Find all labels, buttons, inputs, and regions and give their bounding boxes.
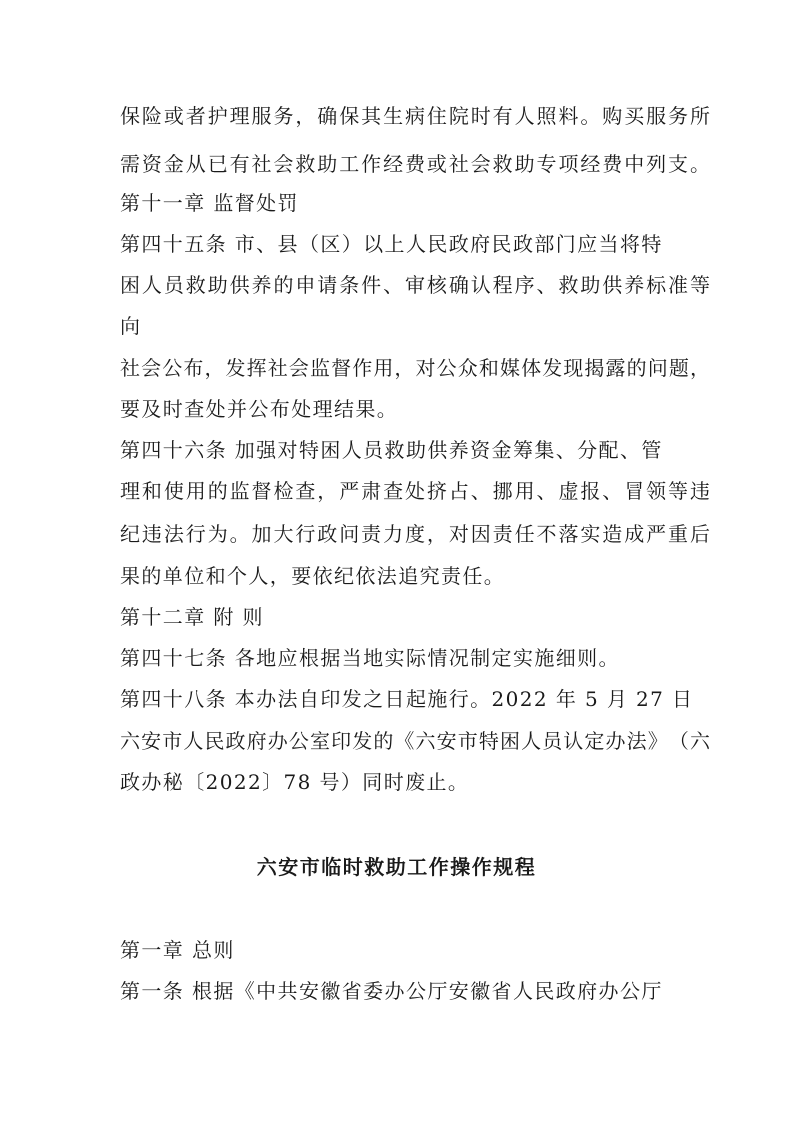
- paragraph-line: 政办秘〔2022〕78 号）同时废止。: [120, 770, 470, 794]
- chapter-heading: 第十二章 附 则: [120, 605, 264, 629]
- paragraph-line: 理 和 使 用 的 监 督 检 查 ， 严 肃 查 处 挤 占 、 挪 用 、 虚 报 、 冒 领 等 违: [120, 479, 710, 503]
- paragraph-line: 需 资 金 从 已 有 社 会 救 助 工 作 经 费 或 社 会 救 助 专 项 经 费 中 列 支 。: [120, 152, 710, 176]
- paragraph-line: 六 安 市 人 民 政 府 办 公 室 印 发 的 《 六 安 市 特 困 人 员 认 定 办 法 》 （ 六: [120, 729, 710, 753]
- chapter-heading: 第一章 总则: [120, 938, 235, 962]
- paragraph-line: 困 人 员 救 助 供 养 的 申 请 条 件 、 审 核 确 认 程 序 、 救 助 供 养 标 准 等: [120, 273, 710, 297]
- article-heading-line: 第四十五条 市、县（区）以上人民政府民政部门应当将特: [120, 232, 663, 256]
- article-heading-line: 第四十六条 加强对特困人员救助供养资金筹集、分配、管: [120, 438, 663, 462]
- article-line: 第一条 根据《中共安徽省委办公厅安徽省人民政府办公厅: [120, 979, 663, 1003]
- paragraph-line: 向: [120, 314, 142, 338]
- paragraph-line: 果的单位和个人，要依纪依法追究责任。: [120, 564, 506, 588]
- chapter-heading: 第十一章 监督处罚: [120, 191, 299, 215]
- paragraph-line: 社 会 公 布 ， 发 挥 社 会 监 督 作 用 ， 对 公 众 和 媒 体 发 现 揭 露 的 问 题 ，: [120, 356, 710, 380]
- paragraph-line: 保 险 或 者 护 理 服 务 ， 确 保 其 生 病 住 院 时 有 人 照 料 。 购 买 服 务 所: [120, 104, 710, 128]
- article-line: 第四十七条 各地应根据当地实际情况制定实施细则。: [120, 646, 620, 670]
- paragraph-line: 要及时查处并公布处理结果。: [120, 397, 399, 421]
- article-line: 第四十八条 本办法自印发之日起施行。2022 年 5 月 27 日: [120, 687, 694, 711]
- section-title: 六安市临时救助工作操作规程: [256, 855, 537, 879]
- paragraph-line: 纪 违 法 行 为 。 加 大 行 政 问 责 力 度 ， 对 因 责 任 不 落 实 造 成 严 重 后: [120, 522, 710, 546]
